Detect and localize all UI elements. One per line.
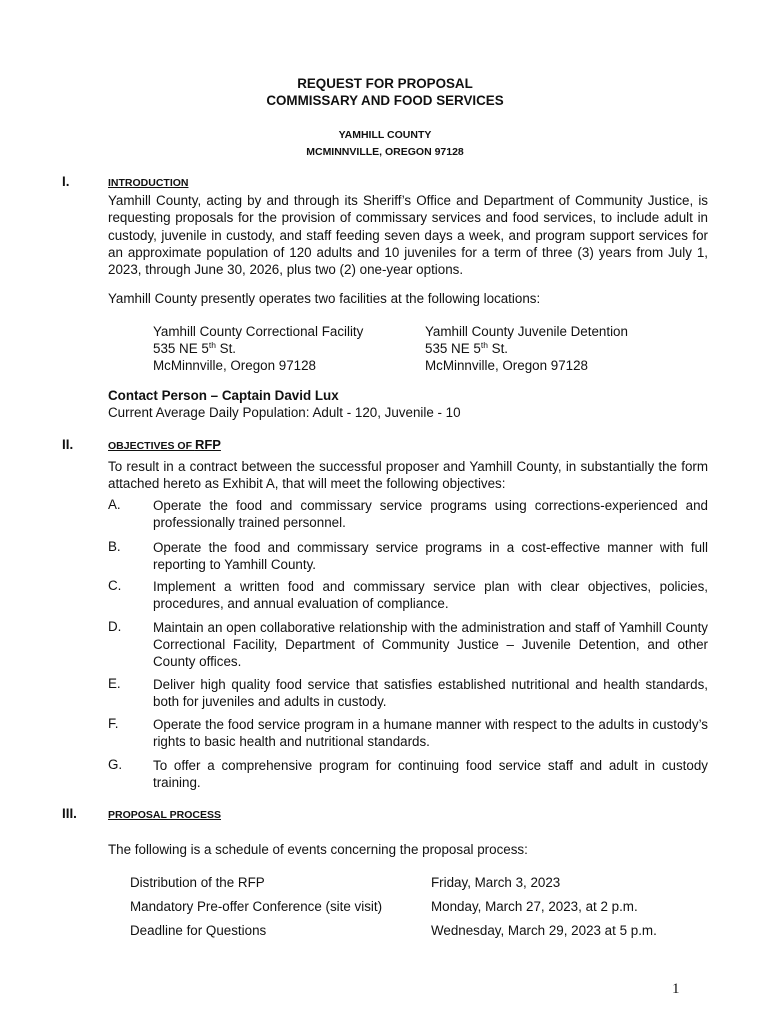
facility-street: 535 NE 5th St. bbox=[425, 340, 509, 356]
section-heading-objectives: OBJECTIVES OF RFP bbox=[108, 437, 221, 452]
title-line-1: REQUEST FOR PROPOSAL bbox=[297, 76, 473, 91]
objectives-intro: To result in a contract between the successful proposer and Yamhill County, in substantially the form attached hereto as Exhibit A, that will meet the following objectives: bbox=[108, 459, 708, 492]
facility-address-juvenile bbox=[425, 323, 628, 374]
objective-letter: F. bbox=[108, 716, 119, 731]
objective-text: Maintain an open collaborative relationship with the administration and staff of Yamhill County Correctional Facility, Department of Community Justice – Juvenile Detention, and other County offices. bbox=[153, 620, 708, 669]
section-number-process: III. bbox=[62, 806, 77, 821]
objective-text: Operate the food and commissary service programs using corrections-experienced and professionally trained personnel. bbox=[153, 498, 708, 530]
objective-letter: E. bbox=[108, 676, 121, 691]
schedule-date: Monday, March 27, 2023, at 2 p.m. bbox=[431, 899, 638, 914]
intro-paragraph: Yamhill County, acting by and through its Sheriff’s Office and Department of Community Justice, is requesting proposals for the provision of commissary services and food services, to include adult in custody, juvenile in custody, and staff feeding seven days a week, and program support services for an approximate population of 120 adults and 10 juveniles for a term of three (3) years from July 1, 2023, through June 30, 2026, plus two (2) one-year options. bbox=[108, 193, 708, 278]
objective-letter: D. bbox=[108, 619, 122, 634]
facilities-intro: Yamhill County presently operates two facilities at the following locations: bbox=[108, 291, 541, 306]
facility-address-correctional bbox=[153, 323, 363, 374]
schedule-date: Wednesday, March 29, 2023 at 5 p.m. bbox=[431, 923, 657, 938]
process-intro: The following is a schedule of events concerning the proposal process: bbox=[108, 842, 528, 857]
objective-text: To offer a comprehensive program for continuing food service staff and adult in custody training. bbox=[153, 758, 708, 790]
objective-letter: G. bbox=[108, 757, 123, 772]
facility-city: McMinnville, Oregon 97128 bbox=[425, 358, 589, 373]
objective-letter: A. bbox=[108, 497, 121, 512]
page-number: 1 bbox=[672, 981, 680, 997]
objective-letter: C. bbox=[108, 578, 122, 593]
facility-city: McMinnville, Oregon 97128 bbox=[153, 358, 317, 373]
section-heading-intro: INTRODUCTION bbox=[108, 177, 189, 189]
facility-street: 535 NE 5th St. bbox=[153, 340, 237, 356]
objective-text: Operate the food and commissary service programs in a cost-effective manner with full reporting to Yamhill County. bbox=[153, 540, 708, 572]
objective-text: Implement a written food and commissary service plan with clear objectives, policies, procedures, and annual evaluation of compliance. bbox=[153, 579, 708, 611]
objective-text: Deliver high quality food service that satisfies established nutritional and health standards, both for juveniles and adults in custody. bbox=[153, 677, 708, 709]
facility-name: Yamhill County Correctional Facility bbox=[153, 324, 364, 339]
facility-name: Yamhill County Juvenile Detention bbox=[425, 324, 628, 339]
section-number-intro: I. bbox=[62, 174, 70, 189]
schedule-event: Deadline for Questions bbox=[130, 923, 267, 938]
section-heading-process: PROPOSAL PROCESS bbox=[108, 809, 221, 821]
schedule-event: Mandatory Pre-offer Conference (site visit) bbox=[130, 899, 383, 914]
schedule-event: Distribution of the RFP bbox=[130, 875, 265, 890]
county-city: MCMINNVILLE, OREGON 97128 bbox=[306, 146, 464, 158]
average-population: Current Average Daily Population: Adult - 120, Juvenile - 10 bbox=[108, 405, 461, 420]
title-line-2: COMMISSARY AND FOOD SERVICES bbox=[266, 93, 504, 108]
contact-person: Contact Person – Captain David Lux bbox=[108, 388, 339, 403]
schedule-date: Friday, March 3, 2023 bbox=[431, 875, 561, 890]
objective-letter: B. bbox=[108, 539, 121, 554]
objective-text: Operate the food service program in a humane manner with respect to the adults in custody’s rights to basic health and nutritional standards. bbox=[153, 717, 708, 749]
section-number-objectives: II. bbox=[62, 437, 74, 452]
county-name: YAMHILL COUNTY bbox=[338, 129, 432, 141]
